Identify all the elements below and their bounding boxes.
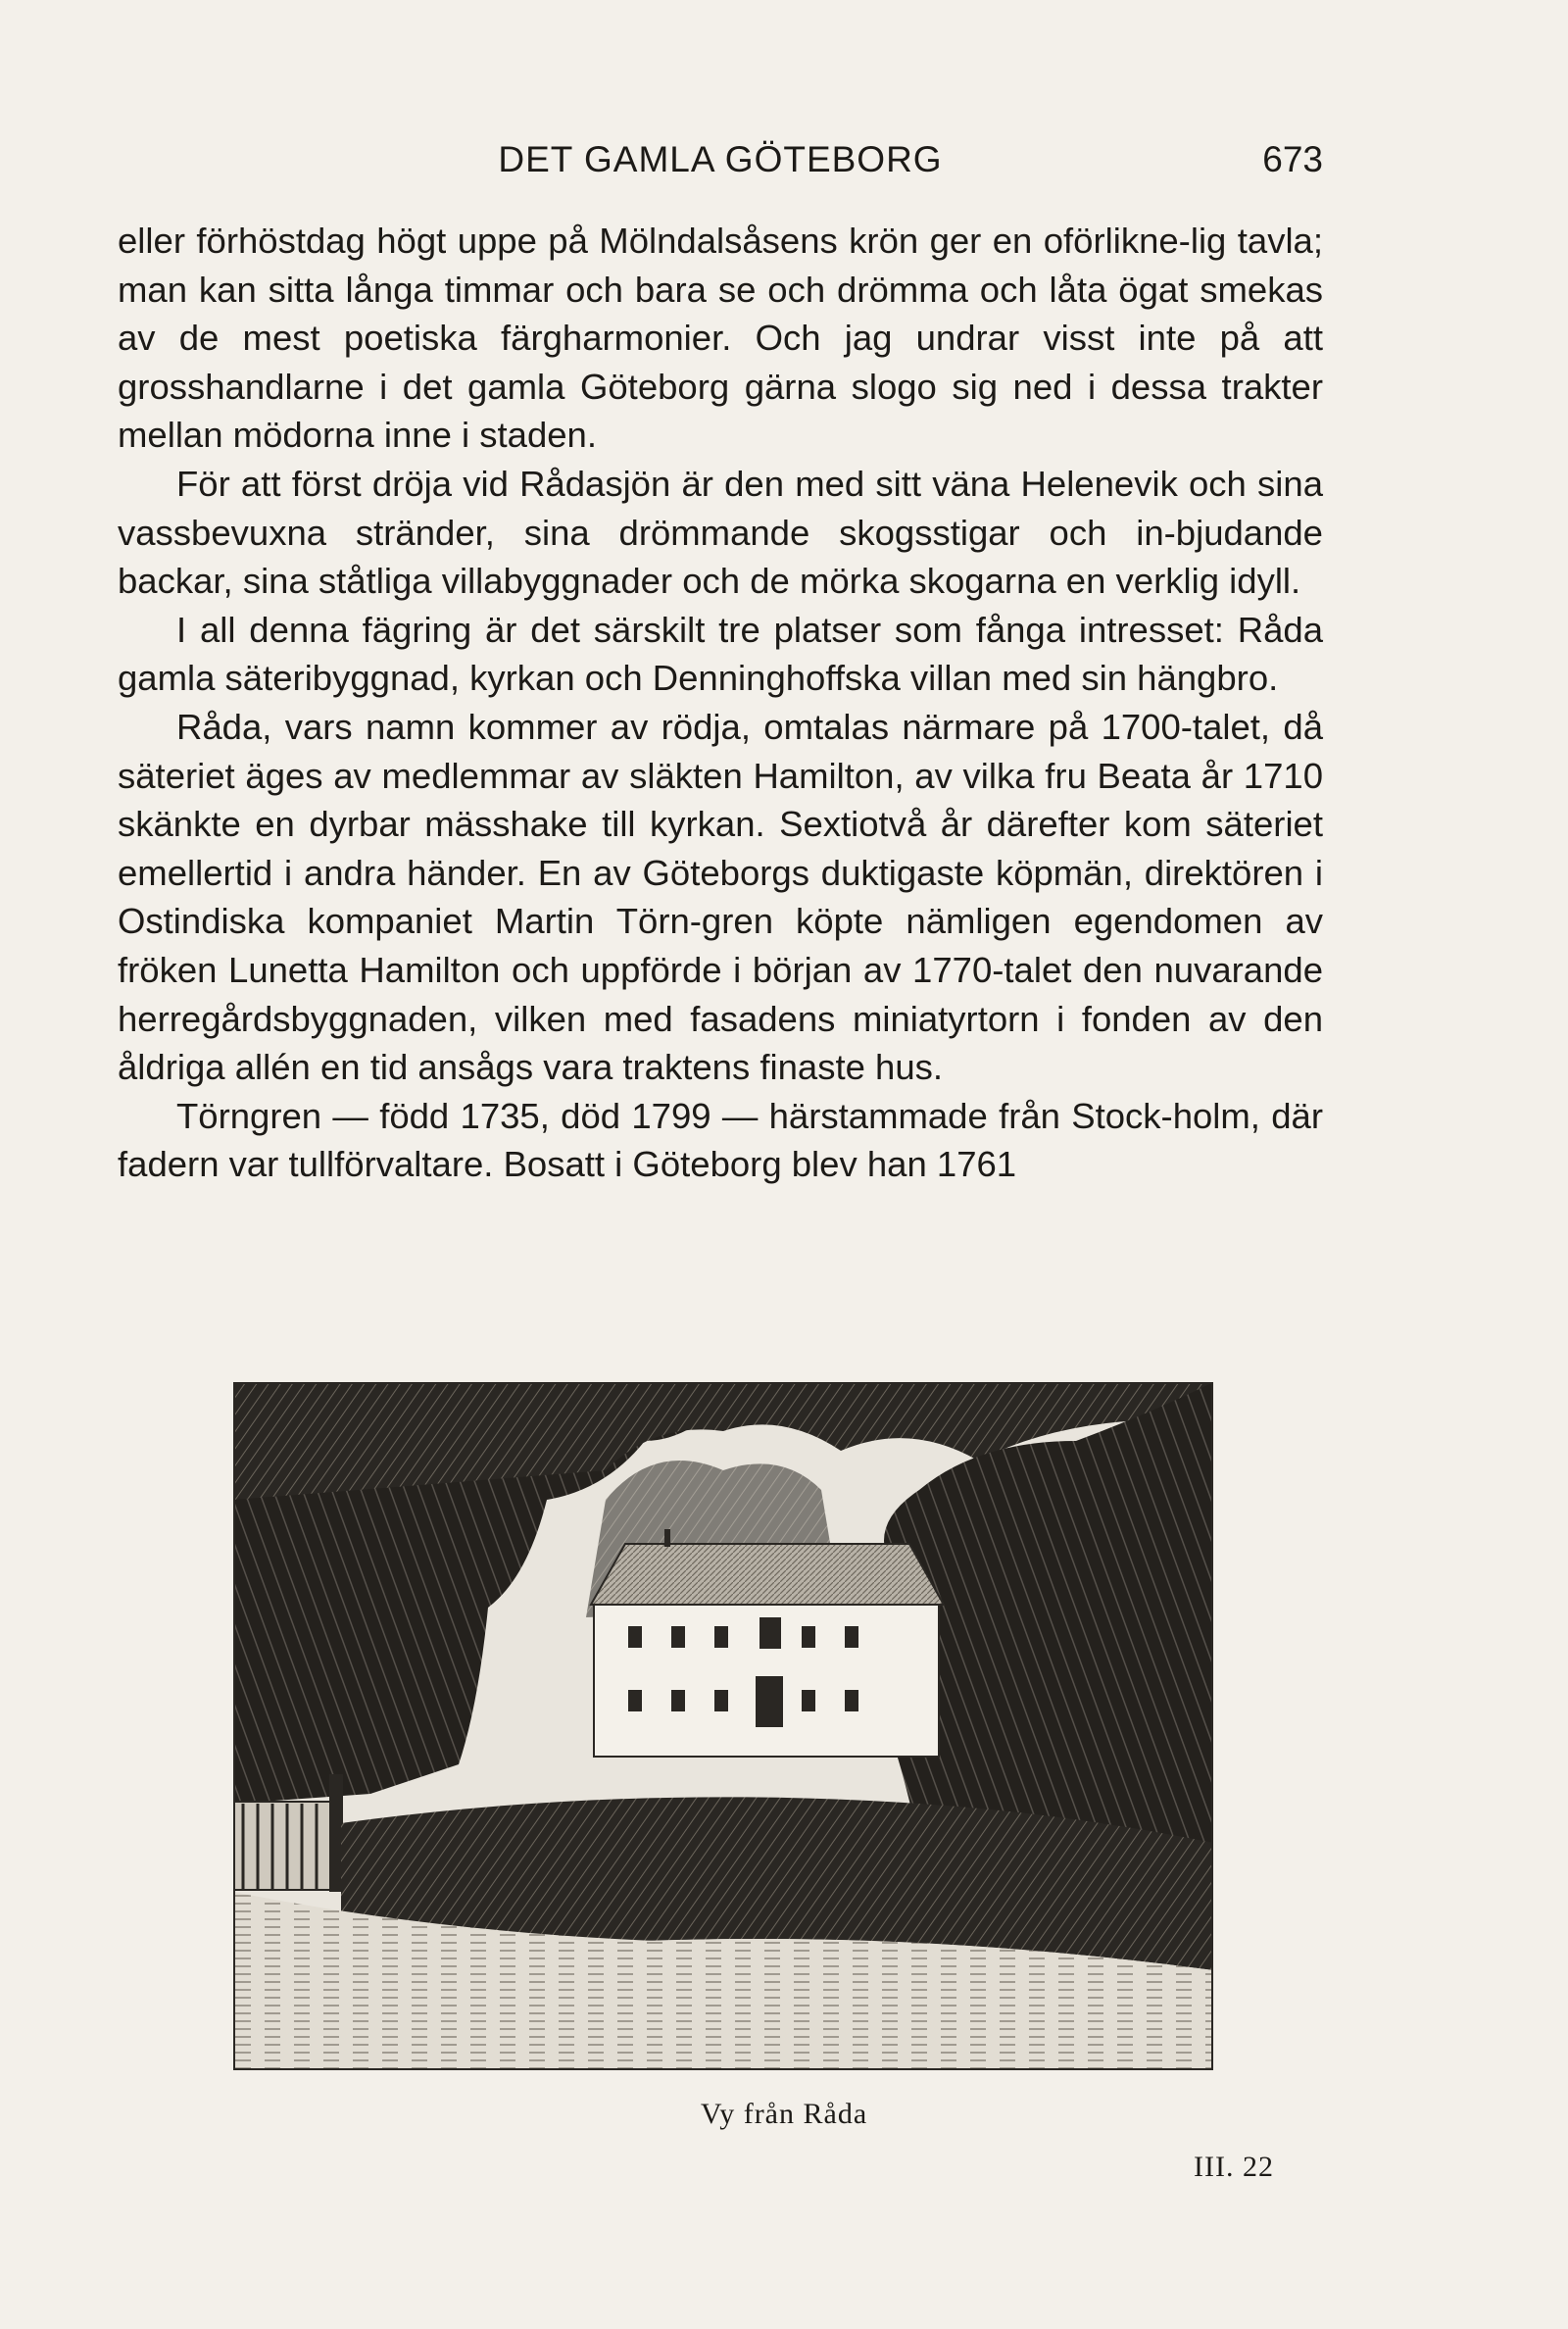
paragraph: Råda, vars namn kommer av rödja, omtalas närmare på 1700-talet, då säteriet äges av medlemmar av släkten Hamilton, av vilka fru Beata år 1710 skänkte en dyrbar mässhake till kyrkan. Sextiotvå år därefter kom säteriet emellertid i andra händer. En av Göteborgs duktigaste köpmän, direktören i Ostindiska kompaniet Martin Törn-gren köpte nämligen egendomen av fröken Lunetta Hamilton och uppförde i början av 1770-talet den nuvarande herregårdsbyggnaden, vilken med fasadens miniatyrtorn i fonden av den åldriga allén en tid ansågs vara traktens finaste hus. — [118, 706, 1323, 1088]
manor-drawing — [233, 1382, 1213, 2070]
signature-mark: III. 22 — [1194, 2151, 1274, 2183]
running-title: DET GAMLA GÖTEBORG — [498, 139, 943, 179]
paragraph: För att först dröja vid Rådasjön är den med sitt väna Helenevik och sina vassbevuxna stränder, sina drömmande skogsstigar och in-bjudande backar, sina ståtliga villabyggnader och de mörka skogarna en verklig idyll. — [118, 463, 1323, 602]
body-text — [118, 217, 1323, 1189]
manor-house — [591, 1529, 944, 1757]
paragraph: eller förhöstdag högt uppe på Mölndalsåsens krön ger en oförlikne-lig tavla; man kan sitta långa timmar och bara se och drömma och låta ögat smekas av de mest poetiska färgharmonier. Och jag undrar visst inte på att grosshandlarne i det gamla Göteborg gärna slogo sig ned i dessa trakter mellan mödorna inne i staden. — [118, 221, 1323, 456]
page-number: 673 — [1262, 139, 1323, 179]
manor-illustration — [233, 1382, 1213, 2070]
paragraph: I all denna fägring är det särskilt tre platser som fånga intresset: Råda gamla säteribyggnad, kyrkan och Denninghoffska villan med sin hängbro. — [118, 609, 1323, 699]
running-header — [118, 137, 1323, 186]
figure-caption: Vy från Råda — [700, 2098, 868, 2130]
paragraph: Törngren — född 1735, död 1799 — härstammade från Stock-holm, där fadern var tullförvaltare. Bosatt i Göteborg blev han 1761 — [118, 1095, 1323, 1185]
